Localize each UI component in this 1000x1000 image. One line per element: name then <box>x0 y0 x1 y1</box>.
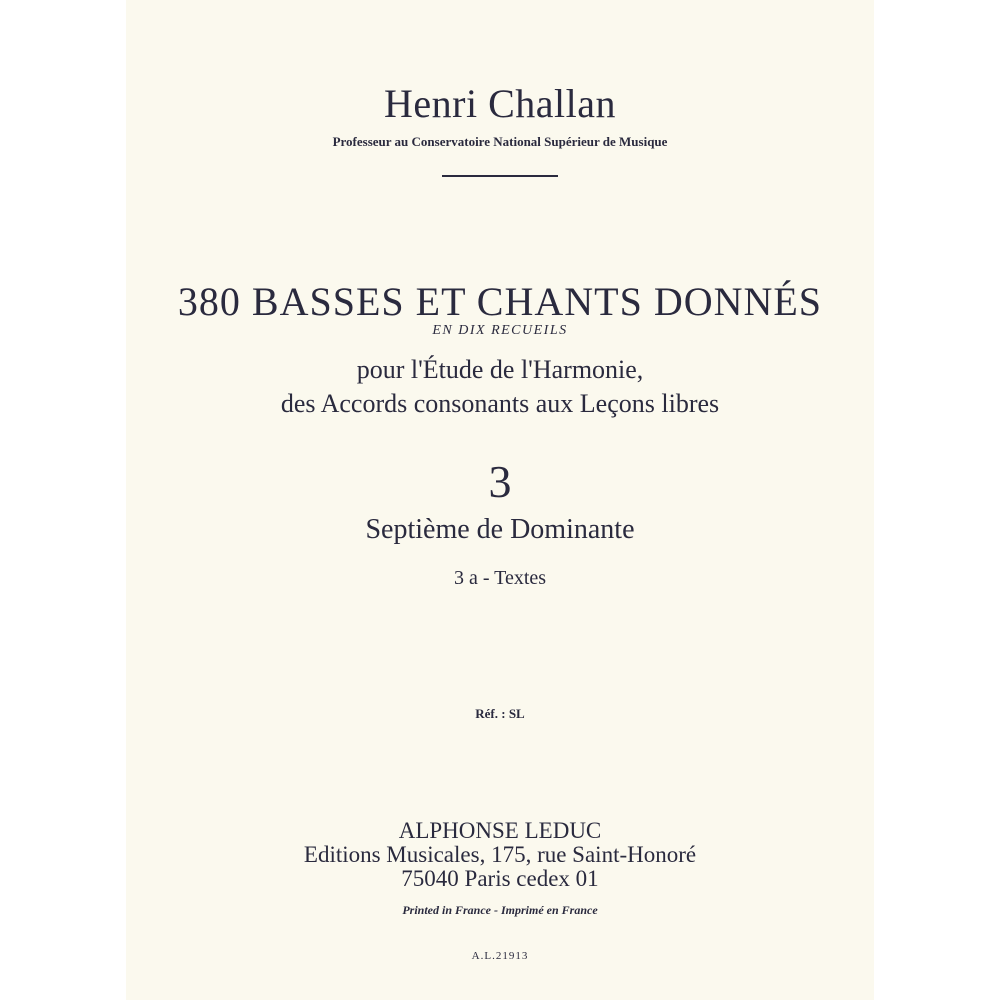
reference-code: Réf. : SL <box>475 706 525 721</box>
printed-in-notice: Printed in France - Imprimé en France <box>402 903 598 917</box>
publisher-address-line2: 75040 Paris cedex 01 <box>401 866 599 891</box>
catalog-number: A.L.21913 <box>471 950 529 962</box>
part-label: 3 a - Textes <box>453 567 547 589</box>
divider-rule <box>442 175 558 177</box>
work-description-line2: des Accords consonants aux Leçons libres <box>280 389 720 418</box>
publisher-address-line1: Editions Musicales, 175, rue Saint-Honoré <box>303 842 697 867</box>
work-description-line1: pour l'Étude de l'Harmonie, <box>356 355 644 384</box>
author-title: Professeur au Conservatoire National Supérieur de Musique <box>332 134 668 149</box>
author-name: Henri Challan <box>384 81 616 126</box>
volume-number: 3 <box>488 456 512 507</box>
work-subtitle: EN DIX RECUEILS <box>432 323 568 338</box>
volume-title: Septième de Dominante <box>365 514 635 545</box>
publisher-name: ALPHONSE LEDUC <box>398 818 602 843</box>
work-title: 380 BASSES ET CHANTS DONNÉS <box>177 279 823 324</box>
